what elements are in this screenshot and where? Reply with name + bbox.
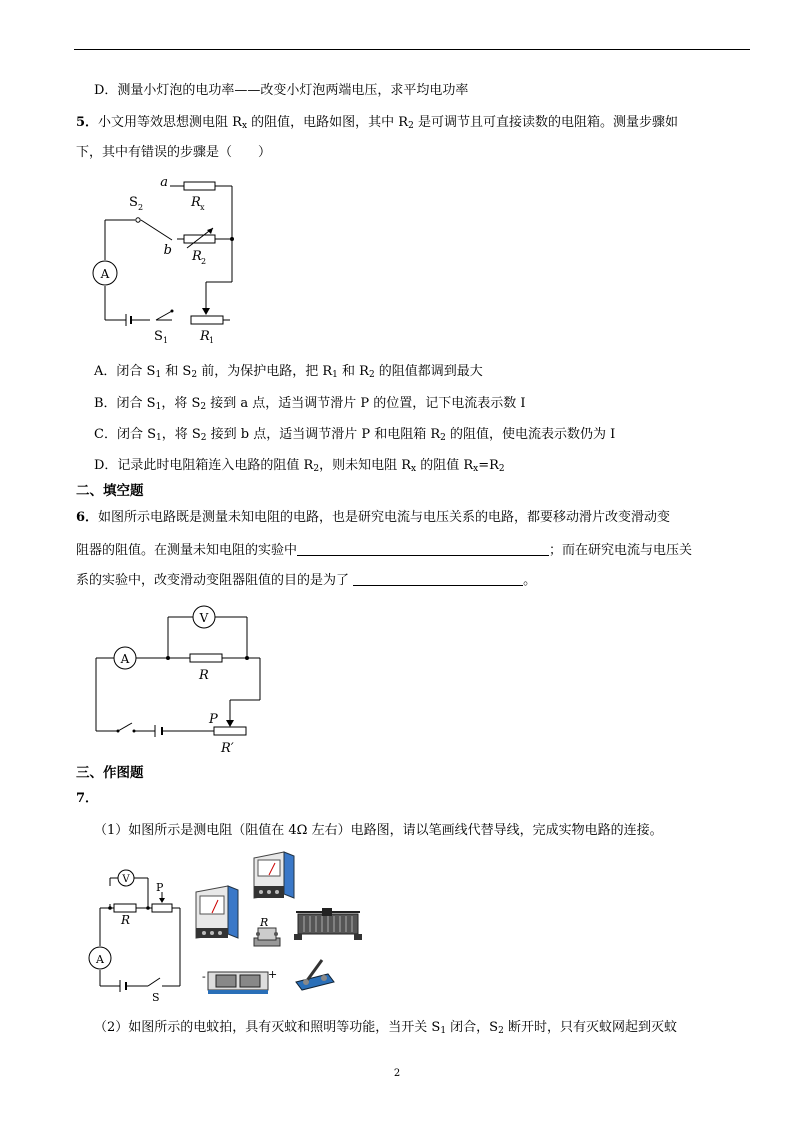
- q5-option-d: D．记录此时电阻箱连入电路的阻值 $R_2$，则未知电阻 $R_x$ 的阻值 $R_x=R_2$: [94, 458, 505, 474]
- q5-option-c: C．闭合 $S_1$，将 $S_2$ 接到 b 点，适当调节滑片 P 和电阻箱 $R_2$ 的阻值，使电流表示数仍为 I: [94, 427, 616, 443]
- q5-ammeter-label: A: [100, 267, 110, 281]
- voltmeter-apparatus-icon: [254, 852, 294, 898]
- q6-number: 6．: [76, 510, 99, 525]
- q6-stem-line2: 阻器的阻值。在测量未知电阻的实验中 ；而在研究电流与电压关: [76, 543, 693, 558]
- q6-label-p: P: [209, 712, 218, 727]
- q6-stem-line3: 系的实验中，改变滑动变阻器阻值的目的是为了 。: [76, 573, 537, 588]
- svg-text:V: V: [122, 874, 130, 885]
- svg-text:A: A: [96, 953, 104, 966]
- q5-label-s1: S: [154, 329, 163, 344]
- q5-number: 5．: [76, 115, 99, 130]
- svg-text:x: x: [200, 203, 205, 212]
- svg-text:1: 1: [163, 336, 169, 345]
- ammeter-apparatus-icon: [196, 886, 238, 938]
- header-rule: [74, 49, 750, 50]
- q7-circuit-and-apparatus: [92, 848, 372, 1003]
- q4-option-d: D．测量小灯泡的电功率——改变小灯泡两端电压，求平均电功率: [94, 83, 469, 98]
- battery-box-icon: [208, 972, 268, 994]
- rheostat-apparatus-icon: [294, 908, 362, 940]
- q5-circuit-diagram: [80, 168, 260, 353]
- section-drawing: 三、作图题: [76, 765, 144, 781]
- svg-text:+: +: [268, 968, 278, 981]
- q6-label-rprime: R′: [221, 741, 234, 756]
- q6-blank-2[interactable]: [353, 572, 523, 586]
- q7-part2: （2）如图所示的电蚊拍，具有灭蚊和照明等功能，当开关 $S_1$ 闭合，$S_2$ 断开时，只有灭蚊网起到灭蚊: [94, 1020, 677, 1036]
- q5-option-a: A．闭合 $S_1$ 和 $S_2$ 前，为保护电路，把 $R_1$ 和 $R_2$ 的阻值都调到最大: [94, 364, 483, 380]
- section-fill-in: 二、填空题: [76, 483, 144, 499]
- q5-label-b: b: [163, 243, 172, 258]
- svg-text:2: 2: [201, 257, 207, 266]
- svg-text:P: P: [156, 881, 164, 894]
- q6-blank-1[interactable]: [297, 542, 549, 556]
- q6-label-r: R: [199, 668, 209, 683]
- svg-text:R: R: [121, 913, 131, 927]
- switch-apparatus-icon: [296, 960, 334, 990]
- svg-text:S: S: [152, 991, 160, 1004]
- q6-ammeter-label: A: [120, 652, 130, 666]
- q6-stem-line1: 6．如图所示电路既是测量未知电阻的电路，也是研究电流与电压关系的电路，都要移动滑片改变滑动变: [76, 510, 671, 525]
- svg-text:R: R: [260, 916, 269, 929]
- q6-voltmeter-label: V: [199, 611, 209, 625]
- q5-label-rx: R: [191, 195, 201, 210]
- q7-number: 7．: [76, 791, 99, 806]
- q5-label-a: a: [160, 175, 168, 190]
- q5-label-r1: R: [200, 329, 210, 344]
- q5-label-r2: R: [192, 249, 202, 264]
- q5-stem-line2: 下，其中有错误的步骤是（ ）: [76, 145, 272, 160]
- q5-option-b: B．闭合 $S_1$，将 $S_2$ 接到 a 点，适当调节滑片 P 的位置，记下电流表示数 I: [94, 396, 526, 412]
- q5-stem-line1: 5．小文用等效思想测电阻 $R_x$ 的阻值，电路如图，其中 $R_2$ 是可调节且可直接读数的电阻箱。测量步骤如: [76, 115, 678, 131]
- svg-text:1: 1: [209, 336, 215, 345]
- resistor-apparatus-icon: [254, 928, 280, 946]
- page-number: 2: [393, 1068, 401, 1079]
- q5-label-s2: S: [129, 195, 138, 210]
- svg-text:-: -: [202, 970, 206, 983]
- q6-circuit-diagram: [90, 603, 265, 756]
- q7-part1: （1）如图所示是测电阻（阻值在 4Ω 左右）电路图，请以笔画线代替导线，完成实物电路的连接。: [94, 823, 663, 838]
- svg-text:2: 2: [138, 203, 144, 212]
